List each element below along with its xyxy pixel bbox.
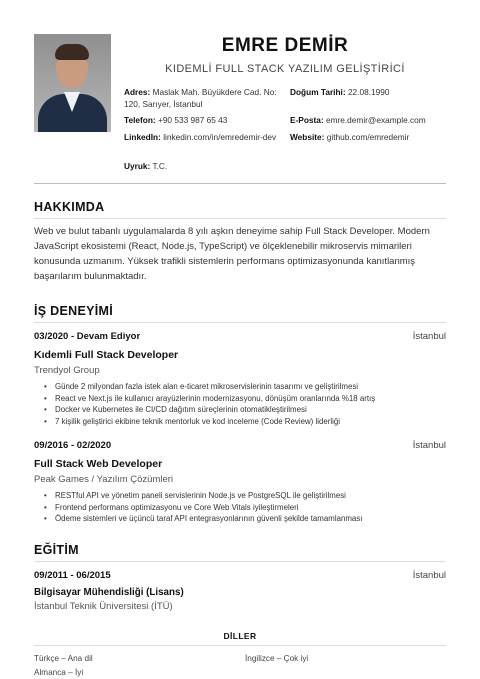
experience-divider — [34, 322, 446, 323]
list-item: • Ödeme sistemleri ve üçüncü taraf API entegrasyonlarının güvenli şekilde tamamlanması — [55, 513, 445, 525]
nationality-label: Uyruk: — [124, 161, 151, 171]
about-heading: HAKKIMDA — [34, 200, 105, 214]
website-field — [290, 132, 446, 144]
education-divider — [34, 561, 446, 562]
experience-heading: İŞ DENEYİMİ — [34, 304, 114, 318]
list-item: • RESTful API ve yönetim paneli servislerinin Node.js ve PostgreSQL ile geliştirilmesi — [55, 490, 445, 502]
education-heading: EĞİTİM — [34, 543, 79, 557]
email-value: emre.demir@example.com — [325, 115, 426, 125]
about-divider — [34, 218, 446, 219]
address-field — [124, 87, 284, 110]
website-label: Website: — [290, 132, 325, 142]
birth-date-value: 22.08.1990 — [347, 87, 390, 97]
list-item: • 7 kişilik geliştirici ekibine teknik mentorluk ve kod inceleme (Code Review) liderliği — [55, 416, 445, 428]
linkedin-value: linkedin.com/in/emredemir-dev — [163, 132, 277, 142]
job-2-location: İstanbul — [412, 440, 446, 451]
job-1-company: Trendyol Group — [34, 365, 100, 376]
job-2-title: Full Stack Web Developer — [34, 458, 163, 470]
profile-photo — [34, 34, 111, 132]
phone-label: Telefon: — [124, 115, 156, 125]
phone-value: +90 533 987 65 43 — [157, 115, 228, 125]
candidate-title: KIDEMLİ FULL STACK YAZILIM GELİŞTİRİCİ — [165, 63, 405, 75]
linkedin-field — [124, 132, 284, 144]
job-2-bullets — [55, 490, 445, 525]
nationality-value: T.C. — [152, 161, 168, 171]
list-item: • Günde 2 milyondan fazla istek alan e-ticaret mikroservislerinin tasarımı ve geliştirilmesi — [55, 381, 445, 393]
job-2-company: Peak Games / Yazılım Çözümleri — [34, 474, 174, 485]
list-item: • Frontend performans optimizasyonu ve Core Web Vitals iyileştirmeleri — [55, 502, 445, 514]
list-item: • React ve Next.js ile kullanıcı arayüzlerinin modernizasyonu, dönüşüm oranlarında %18 artış — [55, 393, 445, 405]
list-item: • Docker ve Kubernetes ile CI/CD dağıtım süreçlerinin otomatikleştirilmesi — [55, 404, 445, 416]
about-text: Web ve bulut tabanlı uygulamalarda 8 yılı aşkın deneyime sahip Full Stack Developer. Modern JavaScript ekosistemi (React, Node.js, TypeScript) ve ölçeklenebilir mikroservis mimarileri konusunda uzmanım. Yüksek trafikli sistemlerin performans optimizasyonunda kanıtlanmış başarılarım bulunmaktadır. — [34, 226, 430, 282]
language-item: İngilizce – Çok iyi — [245, 654, 309, 663]
email-field — [290, 115, 446, 127]
languages-heading: DİLLER — [223, 631, 257, 641]
job-1-date: 03/2020 - Devam Ediyor — [34, 331, 141, 342]
education-location: İstanbul — [412, 570, 446, 581]
language-item: Türkçe – Ana dil — [34, 654, 93, 663]
phone-field — [124, 115, 284, 127]
job-1-bullets — [55, 381, 445, 428]
candidate-name: EMRE DEMİR — [221, 35, 349, 56]
job-2-date: 09/2016 - 02/2020 — [34, 440, 112, 451]
education-date: 09/2011 - 06/2015 — [34, 570, 111, 581]
education-degree: Bilgisayar Mühendisliği (Lisans) — [34, 587, 184, 598]
address-label: Adres: — [124, 87, 151, 97]
job-1-location: İstanbul — [412, 331, 446, 342]
email-label: E-Posta: — [290, 115, 324, 125]
nationality-field — [124, 161, 284, 173]
languages-divider — [34, 645, 446, 646]
linkedin-label: LinkedIn: — [124, 132, 161, 142]
birth-date-field — [290, 87, 446, 99]
header-divider — [34, 183, 446, 184]
birth-date-label: Doğum Tarihi: — [290, 87, 346, 97]
education-school: İstanbul Teknik Üniversitesi (İTÜ) — [34, 601, 173, 612]
job-1-title: Kıdemli Full Stack Developer — [34, 349, 179, 361]
website-value: github.com/emredemir — [326, 132, 410, 142]
address-value: Maslak Mah. Büyükdere Cad. No: 120, Sarıyer, İstanbul — [124, 87, 277, 109]
language-item: Almanca – İyi — [34, 668, 84, 677]
